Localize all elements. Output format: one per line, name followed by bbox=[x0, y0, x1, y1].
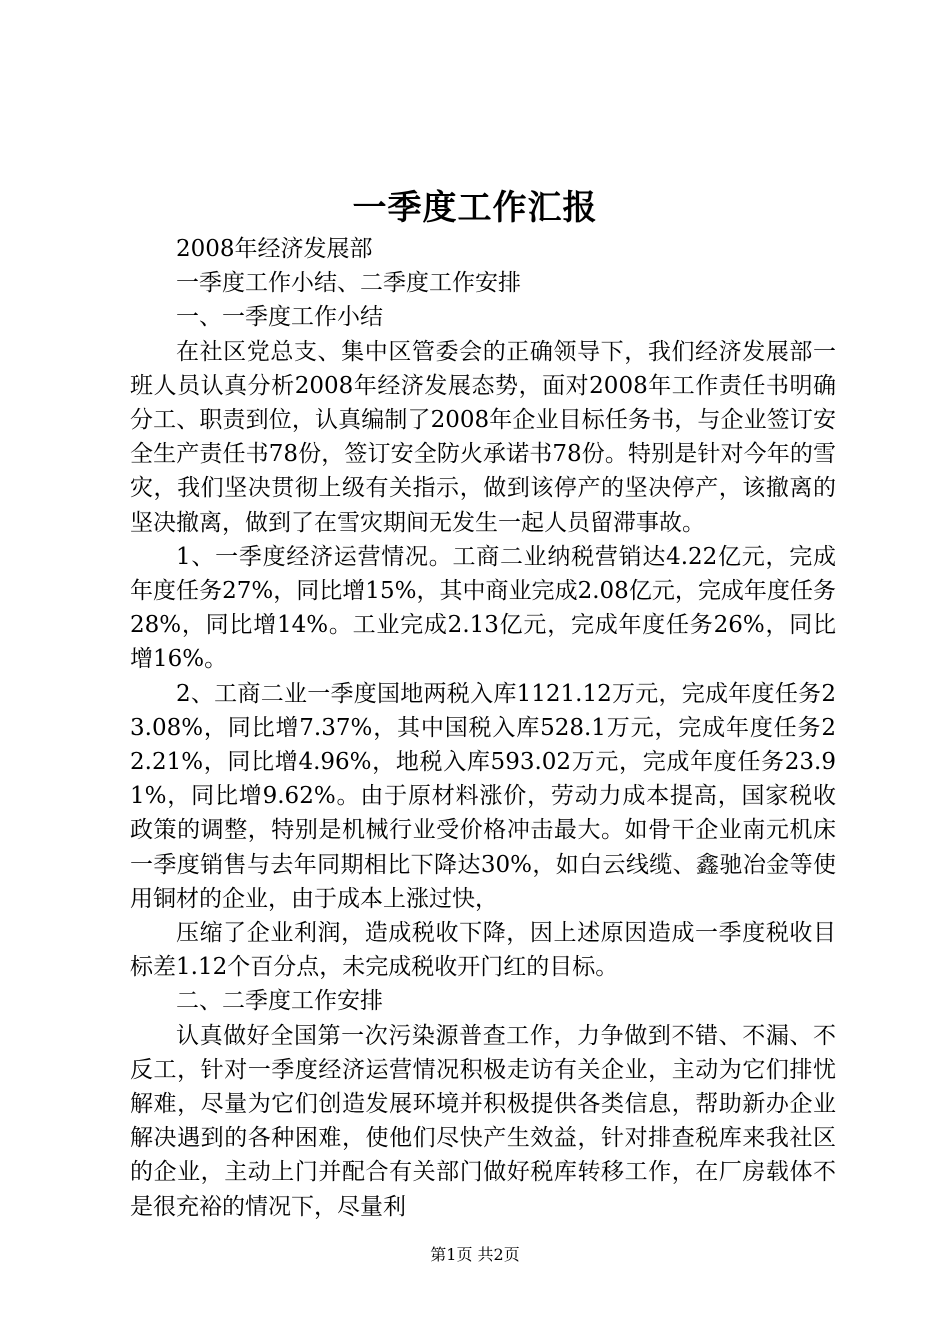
page-footer: 第1页 共2页 bbox=[430, 1245, 520, 1264]
body-paragraph: 2、工商二业一季度国地两税入库1121.12万元，完成年度任务23.08%，同比增7.37%，其中国税入库528.1万元，完成年度任务22.21%，同比增4.96%，地税入库593.02万元，完成年度任务23.91%，同比增9.62%。由于原材料涨价，劳动力成本提高，国家税收政策的调整，特别是机械行业受价格冲击最大。如骨干企业南元机床一季度销售与去年同期相比下降达30%，如白云线缆、鑫驰冶金等使用铜材的企业，由于成本上涨过快， bbox=[130, 680, 836, 912]
document-body bbox=[130, 232, 836, 1224]
body-paragraph: 压缩了企业利润，造成税收下降，因上述原因造成一季度税收目标差1.12个百分点，未完成税收开门红的目标。 bbox=[130, 920, 836, 981]
section-heading-2: 二、二季度工作安排 bbox=[176, 988, 383, 1015]
body-paragraph: 认真做好全国第一次污染源普查工作，力争做到不错、不漏、不反工，针对一季度经济运营情况积极走访有关企业，主动为它们排忧解难，尽量为它们创造发展环境并积极提供各类信息，帮助新办企业解决遇到的各种困难，使他们尽快产生效益，针对排查税库来我社区的企业，主动上门并配合有关部门做好税库转移工作，在厂房载体不是很充裕的情况下，尽量利 bbox=[130, 1022, 836, 1220]
section-heading-1: 一、一季度工作小结 bbox=[176, 304, 383, 331]
document-title: 一季度工作汇报 bbox=[352, 188, 598, 228]
body-paragraph: 在社区党总支、集中区管委会的正确领导下，我们经济发展部一班人员认真分析2008年经济发展态势，面对2008年工作责任书明确分工、职责到位，认真编制了2008年企业目标任务书，与企业签订安全生产责任书78份，签订安全防火承诺书78份。特别是针对今年的雪灾，我们坚决贯彻上级有关指示，做到该停产的坚决停产，该撤离的坚决撤离，做到了在雪灾期间无发生一起人员留滞事故。 bbox=[130, 338, 836, 536]
body-paragraph: 1、一季度经济运营情况。工商二业纳税营销达4.22亿元，完成年度任务27%，同比增15%，其中商业完成2.08亿元，完成年度任务28%，同比增14%。工业完成2.13亿元，完成年度任务26%，同比增16%。 bbox=[130, 543, 836, 673]
department-line: 2008年经济发展部 bbox=[176, 236, 373, 262]
subtitle-line: 一季度工作小结、二季度工作安排 bbox=[176, 270, 521, 297]
